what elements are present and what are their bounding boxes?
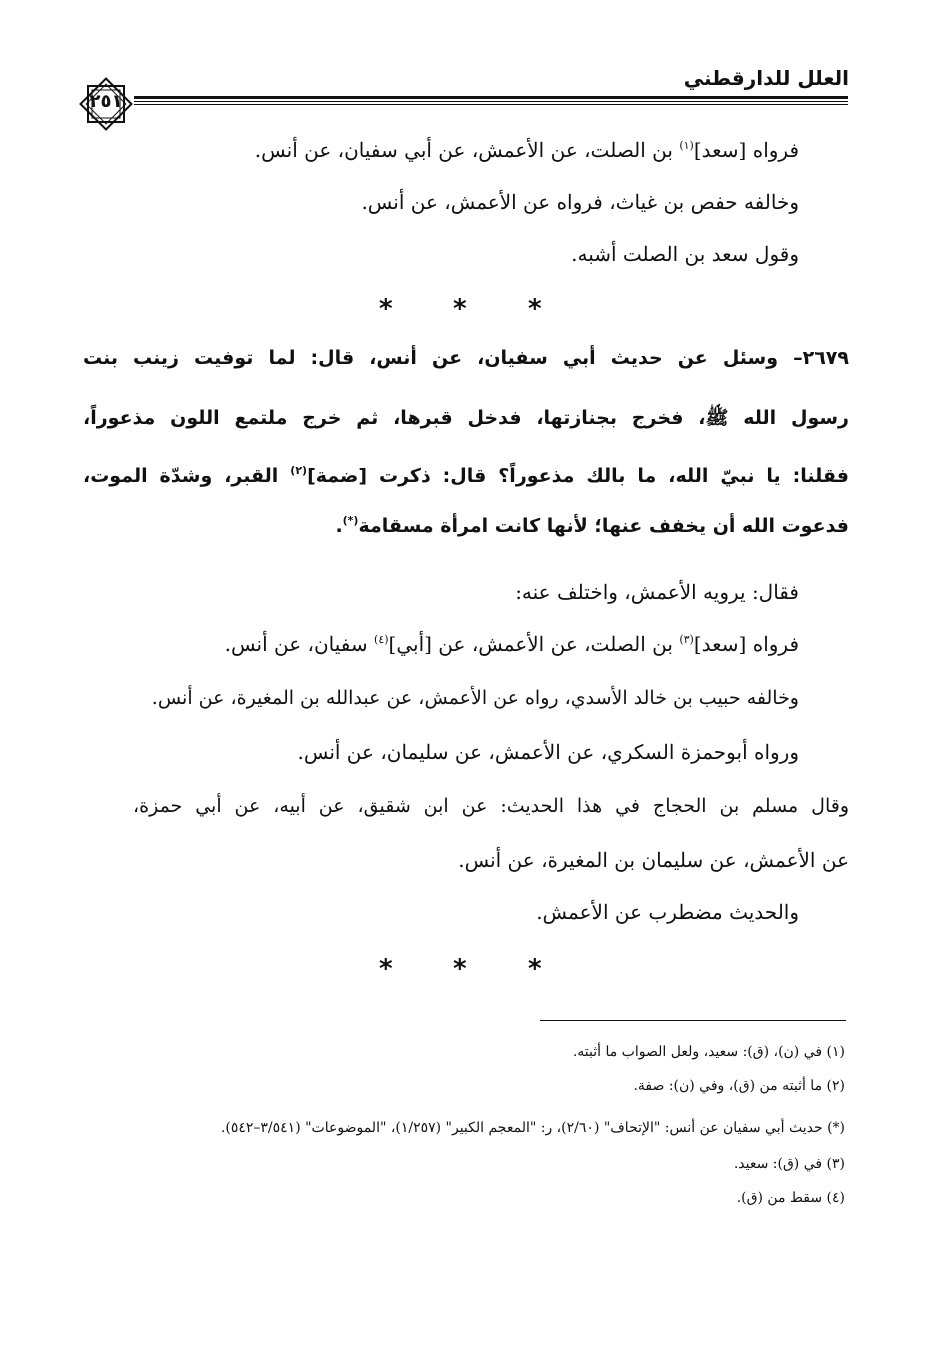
text-line: وخالفه حفص بن غياث، فرواه عن الأعمش، عن أنس.: [361, 190, 799, 214]
text-line: عن الأعمش، عن سليمان بن المغيرة، عن أنس.: [458, 848, 849, 872]
star: *: [379, 954, 393, 984]
footnote: (٢) ما أثبته من (ق)، وفي (ن): صفة.: [633, 1078, 845, 1094]
footnote: (٤) سقط من (ق).: [736, 1190, 845, 1206]
star: *: [379, 294, 393, 324]
footnote-ref: (٤): [374, 633, 389, 646]
text-line: وقول سعد بن الصلت أشبه.: [571, 242, 799, 266]
star: *: [453, 954, 467, 984]
star: *: [528, 954, 542, 984]
footnote: (٣) في (ق): سعيد.: [733, 1156, 845, 1172]
text-line: فقال: يرويه الأعمش، واختلف عنه:: [515, 580, 799, 604]
hadith-question-line: رسول الله ﷺ، فخرج بجنازتها، فدخل قبرها، ثم خرج ملتمع اللون مذعوراً،: [83, 407, 849, 429]
footnote-rule: [540, 1020, 846, 1021]
footnote: (*) حديث أبي سفيان عن أنس: "الإتحاف" (٢/٦٠)، ر: "المعجم الكبير" (١/٢٥٧)، "الموضوعات" (٣/٥٤١–٥٤٢).: [220, 1120, 845, 1136]
hadith-question-line: فقلنا: يا نبيّ الله، ما بالك مذعوراً؟ قال: ذكرت [ضمة]$^{(٢)}$ القبر، وشدّة الموت،: [83, 464, 849, 487]
footnote-ref: (*): [342, 514, 359, 527]
text-line: ورواه أبوحمزة السكري، عن الأعمش، عن سليمان، عن أنس.: [297, 740, 799, 764]
text-line: فرواه [سعد]$^{(٣)}$ بن الصلت، عن الأعمش، عن [أبي]$^{(٤)}$ سفيان، عن أنس.: [224, 632, 799, 656]
footnote-ref: (١): [679, 139, 694, 152]
header-rule: [134, 96, 848, 99]
footnote-ref: (٣): [679, 633, 694, 646]
text-line: والحديث مضطرب عن الأعمش.: [536, 900, 799, 924]
text-line: وقال مسلم بن الحجاج في هذا الحديث: عن ابن شقيق، عن أبيه، عن أبي حمزة،: [133, 795, 849, 817]
page-number-badge: [74, 72, 138, 136]
hadith-number: ٢٦٧٩–: [778, 347, 849, 369]
footnote: (١) في (ن)، (ق): سعيد، ولعل الصواب ما أثبته.: [572, 1044, 845, 1060]
text-line: فرواه [سعد]$^{(١)}$ بن الصلت، عن الأعمش، عن أبي سفيان، عن أنس.: [254, 138, 799, 162]
page-number: ٢٥١: [89, 91, 123, 112]
header-rule-thin: [134, 101, 848, 102]
hadith-question-line: فدعوت الله أن يخفف عنها؛ لأنها كانت امرأة مسقامة(*).: [335, 514, 849, 537]
star: *: [528, 294, 542, 324]
hadith-question-line: ٢٦٧٩– وسئل عن حديث أبي سفيان، عن أنس، قال: لما توفيت زينب بنت: [83, 347, 849, 369]
book-title: العلل للدارقطني: [683, 66, 849, 90]
header-rule-thin-2: [134, 104, 848, 105]
text-line: وخالفه حبيب بن خالد الأسدي، رواه عن الأعمش، عن عبدالله بن المغيرة، عن أنس.: [151, 687, 799, 709]
star: *: [453, 294, 467, 324]
footnote-ref: (٢): [290, 464, 308, 477]
